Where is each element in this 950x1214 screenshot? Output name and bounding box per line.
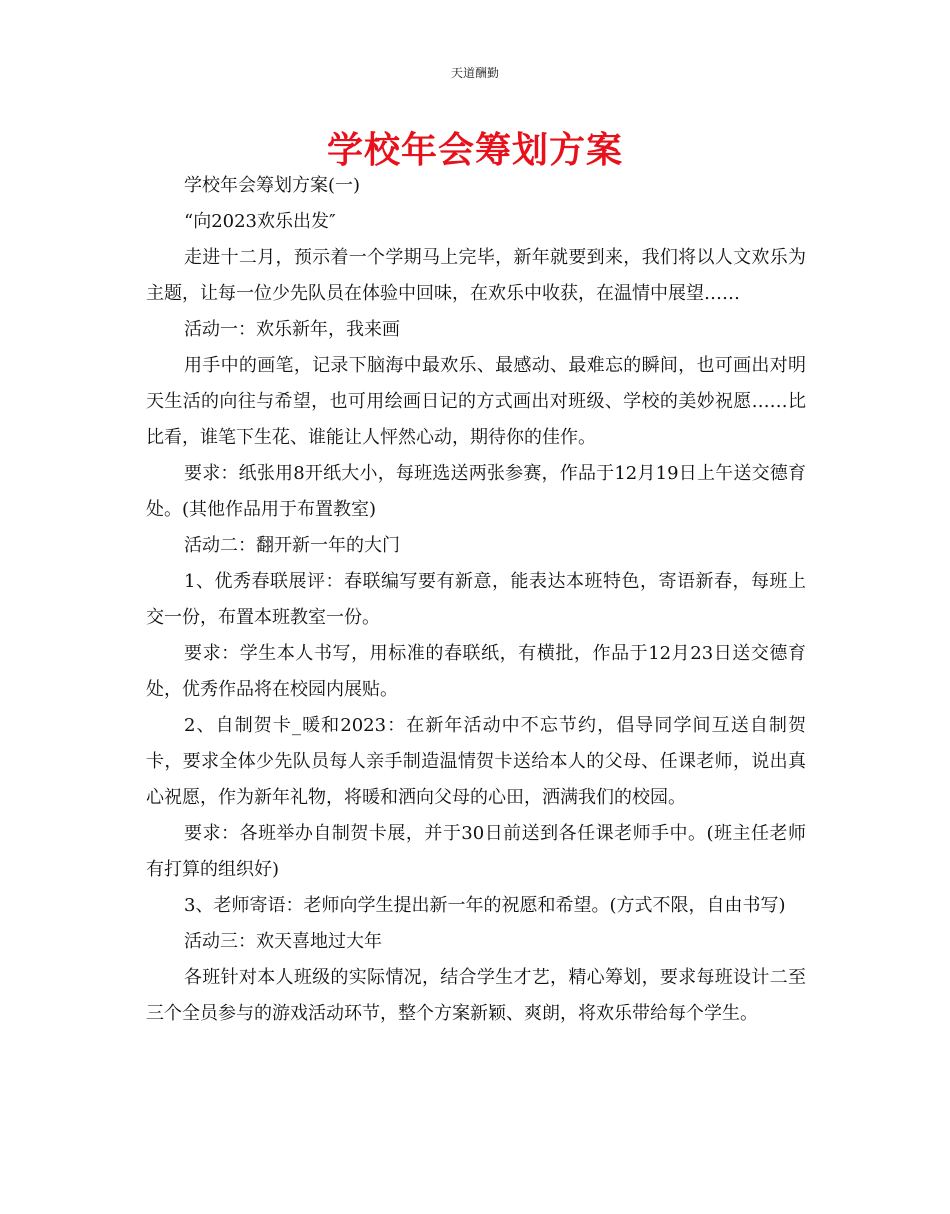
paragraph: 走进十二月，预示着一个学期马上完毕，新年就要到来，我们将以人文欢乐为主题，让每一位少先队员在体验中回味，在欢乐中收获，在温情中展望…… bbox=[146, 247, 806, 304]
paragraph: 各班针对本人班级的实际情况，结合学生才艺，精心筹划，要求每班设计二至三个全员参与的游戏活动环节，整个方案新颖、爽朗，将欢乐带给每个学生。 bbox=[146, 967, 806, 1024]
document-title: 学校年会筹划方案 bbox=[326, 129, 623, 171]
paragraph: “向2023欢乐出发″ bbox=[184, 211, 336, 232]
paragraph: 用手中的画笔，记录下脑海中最欢乐、最感动、最难忘的瞬间，也可画出对明天生活的向往与希望，也可用绘画日记的方式画出对班级、学校的美妙祝愿……比比看，谁笔下生花、谁能让人怦然心动，期待你的佳作。 bbox=[146, 355, 806, 448]
section-heading: 活动三：欢天喜地过大年 bbox=[184, 931, 382, 952]
paragraph: 学校年会筹划方案(一) bbox=[184, 175, 361, 196]
paragraph: 要求：学生本人书写，用标准的春联纸，有横批，作品于12月23日送交德育处，优秀作品将在校园内展贴。 bbox=[146, 643, 806, 700]
paragraph: 要求：纸张用8开纸大小，每班选送两张参赛，作品于12月19日上午送交德育处。(其他作品用于布置教室) bbox=[146, 463, 806, 520]
paragraph: 2、自制贺卡_暖和2023：在新年活动中不忘节约，倡导同学间互送自制贺卡，要求全体少先队员每人亲手制造温情贺卡送给本人的父母、任课老师，说出真心祝愿，作为新年礼物，将暖和洒向父母的心田，洒满我们的校园。 bbox=[146, 715, 806, 808]
page-header: 天道酬勤 bbox=[450, 66, 499, 80]
paragraph: 1、优秀春联展评：春联编写要有新意，能表达本班特色，寄语新春，每班上交一份，布置本班教室一份。 bbox=[146, 571, 806, 628]
section-heading: 活动一：欢乐新年，我来画 bbox=[184, 319, 400, 340]
section-heading: 活动二：翻开新一年的大门 bbox=[184, 535, 400, 556]
paragraph: 3、老师寄语：老师向学生提出新一年的祝愿和希望。(方式不限，自由书写) bbox=[184, 895, 786, 916]
document-body bbox=[146, 168, 806, 1032]
paragraph: 要求：各班举办自制贺卡展，并于30日前送到各任课老师手中。(班主任老师有打算的组织好) bbox=[146, 823, 806, 880]
